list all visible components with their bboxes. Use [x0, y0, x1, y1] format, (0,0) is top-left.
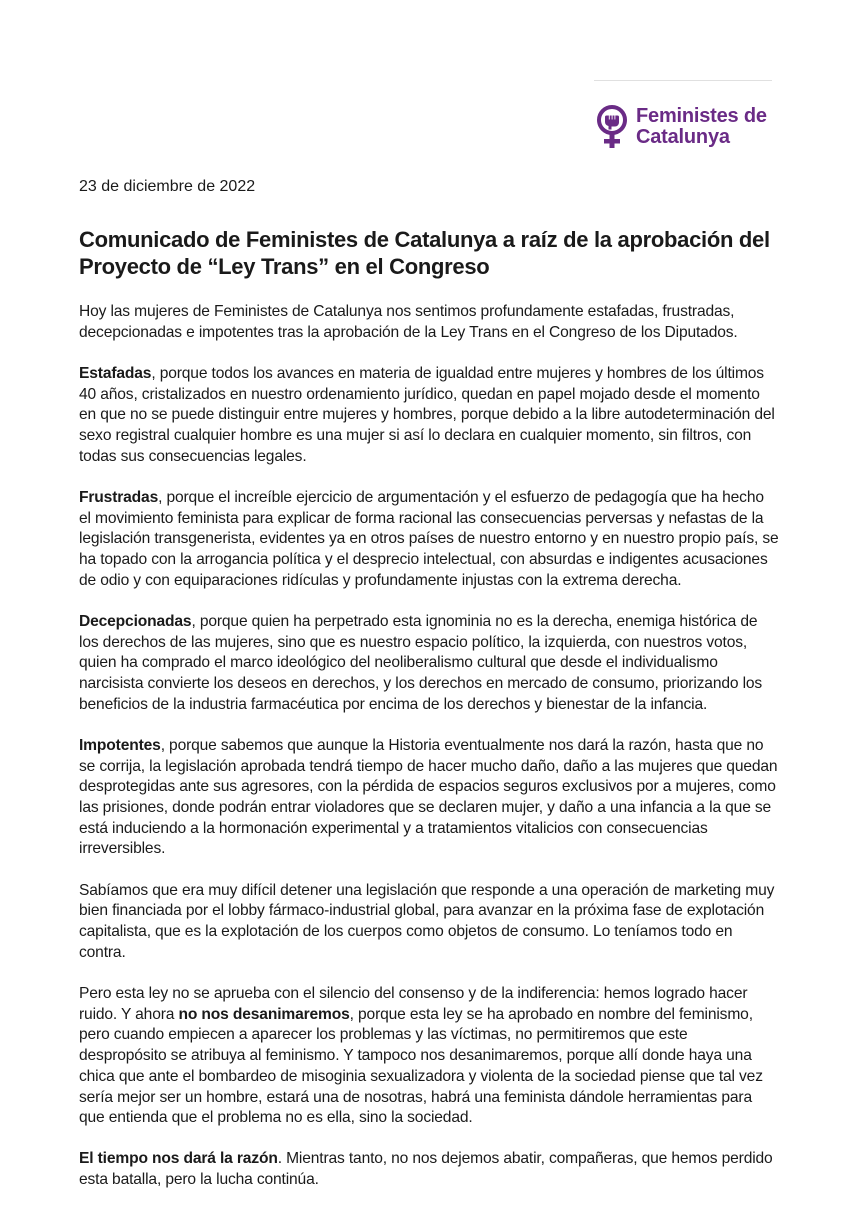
paragraph-conclusion [79, 1149, 779, 1190]
paragraph-lead-word: Impotentes [79, 736, 161, 754]
logo-line-1: Feministes de [636, 105, 767, 127]
paragraph-emphasis: no nos desanimaremos [178, 1005, 350, 1023]
feminist-fist-icon [596, 104, 628, 150]
paragraph-decepcionadas [79, 612, 779, 716]
paragraph-text: , porque el increíble ejercicio de argumentación y el esfuerzo de pedagogía que ha hecho el movimiento feminista para explicar de forma racional las consecuencias perversas y nefastas de la legislación transgenerista, evidentes ya en otros países de nuestro entorno y en nuestro propio país, se ha topado con la arrogancia política y el desprecio intelectual, con absurdas e indigentes acusaciones de odio y con equiparaciones ridículas y profundamente injustas con la extrema derecha. [79, 488, 779, 589]
paragraph-text: , porque esta ley se ha aprobado en nombre del feminismo, pero cuando empiecen a aparecer los problemas y las víctimas, no permitiremos que este despropósito se atribuya al feminismo. Y tampoco nos desanimaremos, porque allí donde haya una chica que ante el bombardeo de misoginia sexualizadora y violenta de la sociedad piense que tal vez sería mejor ser un hombre, estará una de nosotras, habrá una feminista dándole herramientas para que entienda que el problema no es ella, sino la sociedad. [79, 1005, 763, 1127]
header-divider [594, 80, 772, 81]
paragraph-text: , porque todos los avances en materia de igualdad entre mujeres y hombres de los últimos 40 años, cristalizados en nuestro ordenamiento jurídico, quedan en papel mojado desde el momento en que no se puede distinguir entre mujeres y hombres, porque debido a la libre autodeterminación del sexo registral cualquier hombre es una mujer si así lo declara en cualquier momento, sin filtros, con todas sus consecuencias legales. [79, 364, 775, 465]
paragraph-lead-word: Decepcionadas [79, 612, 192, 630]
paragraph-lead-word: El tiempo nos dará la razón [79, 1150, 278, 1168]
document-date: 23 de diciembre de 2022 [79, 178, 256, 195]
logo-wordmark [636, 106, 767, 148]
paragraph-estafadas [79, 364, 779, 468]
document-title: Comunicado de Feministes de Catalunya a raíz de la aprobación del Proyecto de “Ley Trans” en el Congreso [79, 227, 770, 279]
logo-line-2: Catalunya [636, 126, 730, 148]
paragraph-text: , porque sabemos que aunque la Historia eventualmente nos dará la razón, hasta que no se corrija, la legislación aprobada tendrá tiempo de hacer mucho daño, daño a las mujeres que quedan desprotegidas ante sus agresores, con la pérdida de espacios seguros exclusivos por a mujeres, como las prisiones, donde podrán entrar violadores que se declaren mujer, y daño a una infancia a la que se está induciendo a la hormonación experimental y a tratamientos vitalicios con consecuencias irreversibles. [79, 736, 778, 858]
paragraph-lead-word: Frustradas [79, 488, 159, 506]
paragraph-lead-word: Estafadas [79, 364, 152, 382]
document-body [79, 302, 779, 1211]
paragraph-pero [79, 984, 779, 1129]
paragraph-text: . Mientras tanto, no nos dejemos abatir, compañeras, que hemos perdido esta batalla, pero la lucha continúa. [79, 1150, 773, 1189]
paragraph-impotentes [79, 736, 779, 860]
paragraph-sabiamos: Sabíamos que era muy difícil detener una legislación que responde a una operación de marketing muy bien financiada por el lobby fármaco-industrial global, para avanzar en la próxima fase de explotación capitalista, que es la explotación de los cuerpos como objetos de consumo. Lo teníamos todo en contra. [79, 881, 775, 961]
paragraph-text: Pero esta ley no se aprueba con el silencio del consenso y de la indiferencia: hemos logrado hacer ruido. Y ahora [79, 984, 748, 1023]
paragraph-intro: Hoy las mujeres de Feministes de Catalunya nos sentimos profundamente estafadas, frustradas, decepcionadas e impotentes tras la aprobación de la Ley Trans en el Congreso de los Diputados. [79, 303, 738, 341]
organization-logo [596, 104, 767, 150]
paragraph-frustradas [79, 488, 779, 592]
paragraph-text: , porque quien ha perpetrado esta ignominia no es la derecha, enemiga histórica de los derechos de las mujeres, sino que es nuestro espacio político, la izquierda, con nuestros votos, quien ha comprado el marco ideológico del neoliberalismo cultural que desde el individualismo narcisista convierte los deseos en derechos, y los derechos en mercado de consumo, priorizando los beneficios de la industria farmacéutica por encima de los derechos y bienestar de la infancia. [79, 612, 763, 713]
